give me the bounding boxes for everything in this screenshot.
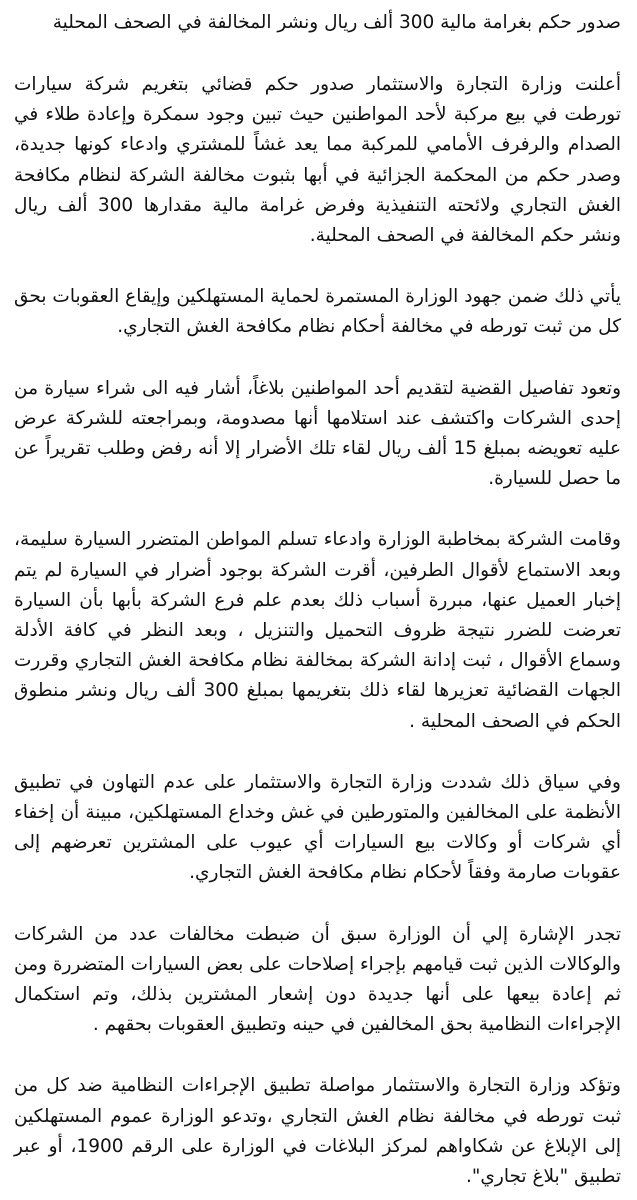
paragraph-ruling: أعلنت وزارة التجارة والاستثمار صدور حكم قضائي بتغريم شركة سيارات تورطت في بيع مركبة لأحد المواطنين حيث تبين وجود سمكرة وإعادة طلاء في الصدام والرفرف الأمامي للمركبة مما يعد غشاً للمشتري وادعاء كونها جديدة، وصدر حكم من المحكمة الجزائية في أبها بثبوت مخالفة الشركة لنظام مكافحة الغش التجاري ولائحته التنفيذية وفرض غرامة مالية مقدارها 300 ألف ريال ونشر حكم المخالفة في الصحف المحلية. [14,74,621,247]
paragraph-company-response: وقامت الشركة بمخاطبة الوزارة وادعاء تسلم المواطن المتضرر السيارة سليمة، وبعد الاستماع لأقوال الطرفين، أقرت الشركة بوجود أضرار في السيارة لم يتم إخبار العميل عنها، مبررة أسباب ذلك بعدم علم فرع الشركة بأبها بأن السيارة تعرضت للضرر نتيجة ظروف التحميل والتنزيل ، وبعد النظر في كافة الأدلة وسماع الأقوال ، ثبت إدانة الشركة بمخالفة نظام مكافحة الغش التجاري وقررت الجهات القضائية تعزيرها لقاء ذلك بتغريمها بمبلغ 300 ألف ريال ونشر منطوق الحكم في الصحف المحلية . [14,529,621,732]
article-title: صدور حكم بغرامة مالية 300 ألف ريال ونشر المخالفة في الصحف المحلية [52,12,621,33]
paragraph-case-details: وتعود تفاصيل القضية لتقديم أحد المواطنين بلاغاً، أشار فيه الى شراء سيارة من إحدى الشركات واكتشف عند استلامها أنها مصدومة، وبمراجعته للشركة عرض عليه تعويضه بمبلغ 15 ألف ريال لقاء تلك الأضرار إلا أنه رفض وطلب تقريراً عن ما حصل للسيارة. [14,377,621,490]
paragraph-reporting-call: وتؤكد وزارة التجارة والاستثمار مواصلة تطبيق الإجراءات النظامية ضد كل من ثبت تورطه في مخالفة نظام الغش التجاري ،وتدعو الوزارة عموم المستهلكين إلى الإبلاغ عن شكاواهم لمركز البلاغات في الوزارة على الرقم 1900، أو عبر تطبيق "بلاغ تجاري". [14,1075,621,1188]
paragraph-ministry-warning: وفي سياق ذلك شددت وزارة التجارة والاستثمار على عدم التهاون في تطبيق الأنظمة على المخالفين والمتورطين في غش وخداع المستهلكين، مبينة أن إخفاء أي شركات أو وكالات بيع السيارات أي عيوب على المشترين تعرضهم إلى عقوبات صارمة وفقاً لأحكام نظام مكافحة الغش التجاري. [14,771,621,884]
paragraph-ministry-efforts: يأتي ذلك ضمن جهود الوزارة المستمرة لحماية المستهلكين وإيقاع العقوبات بحق كل من ثبت تورطه في مخالفة أحكام نظام مكافحة الغش التجاري. [14,286,621,338]
paragraph-previous-violations: تجدر الإشارة إلي أن الوزارة سبق أن ضبطت مخالفات عدد من الشركات والوكالات الذين ثبت قيامهم بإجراء إصلاحات على بعض السيارات المتضررة ومن ثم إعادة بيعها على أنها جديدة دون إشعار المشترين بذلك، وتم استكمال الإجراءات النظامية بحق المخالفين في حينه وتطبيق العقوبات بحقهم . [14,923,621,1036]
